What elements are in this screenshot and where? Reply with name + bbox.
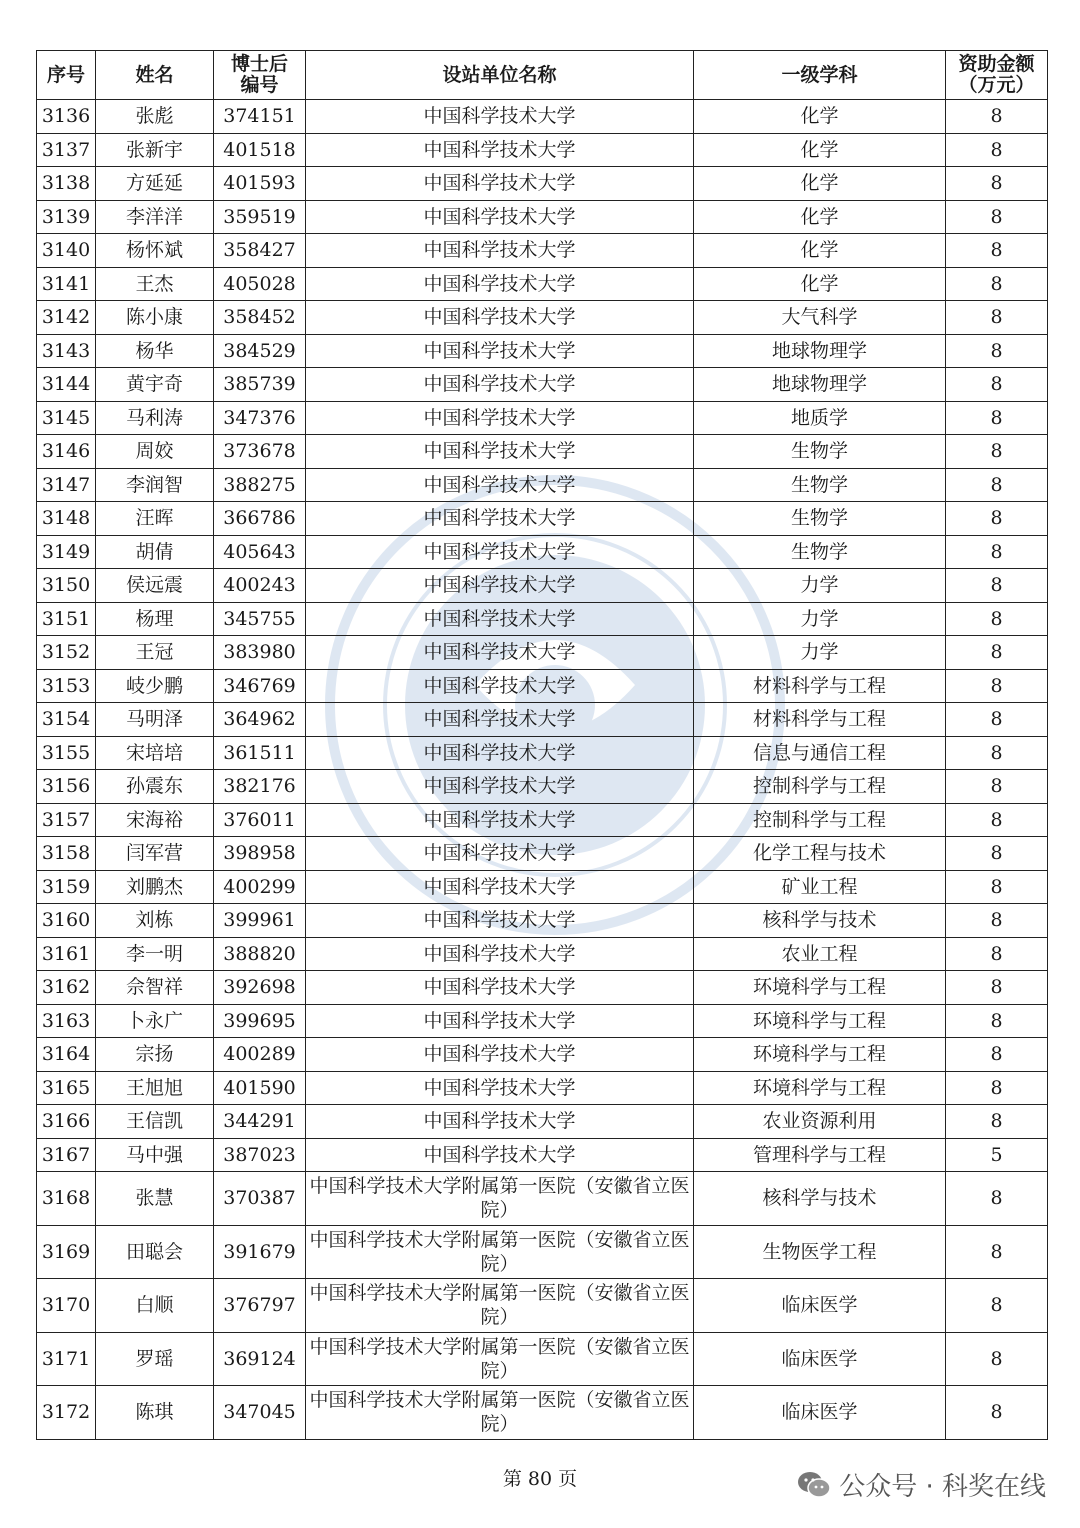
cell-seq: 3162 <box>37 971 96 1005</box>
cell-amount: 8 <box>946 636 1048 670</box>
cell-name: 宋海裕 <box>96 803 214 837</box>
wechat-icon <box>797 1470 831 1500</box>
cell-postdoc-id: 361511 <box>214 736 306 770</box>
cell-unit: 中国科学技术大学 <box>306 803 694 837</box>
cell-seq: 3147 <box>37 468 96 502</box>
cell-amount: 8 <box>946 1332 1048 1386</box>
cell-discipline: 控制科学与工程 <box>694 770 946 804</box>
cell-amount: 8 <box>946 569 1048 603</box>
cell-amount: 8 <box>946 167 1048 201</box>
cell-unit: 中国科学技术大学附属第一医院（安徽省立医院） <box>306 1225 694 1279</box>
header-amount <box>946 51 1048 100</box>
cell-seq: 3136 <box>37 100 96 134</box>
cell-amount: 8 <box>946 837 1048 871</box>
cell-seq: 3164 <box>37 1038 96 1072</box>
cell-seq: 3158 <box>37 837 96 871</box>
cell-discipline: 生物学 <box>694 435 946 469</box>
cell-postdoc-id: 401593 <box>214 167 306 201</box>
cell-amount: 8 <box>946 234 1048 268</box>
cell-amount: 8 <box>946 803 1048 837</box>
cell-unit: 中国科学技术大学 <box>306 301 694 335</box>
cell-seq: 3165 <box>37 1071 96 1105</box>
cell-discipline: 农业工程 <box>694 937 946 971</box>
cell-discipline: 化学 <box>694 167 946 201</box>
cell-postdoc-id: 405643 <box>214 535 306 569</box>
table-row <box>37 1105 1048 1139</box>
cell-postdoc-id: 358427 <box>214 234 306 268</box>
cell-name: 罗瑶 <box>96 1332 214 1386</box>
cell-discipline: 化学 <box>694 133 946 167</box>
cell-discipline: 环境科学与工程 <box>694 1038 946 1072</box>
table-row <box>37 1004 1048 1038</box>
cell-name: 方延延 <box>96 167 214 201</box>
cell-seq: 3137 <box>37 133 96 167</box>
cell-amount: 8 <box>946 1071 1048 1105</box>
cell-name: 李一明 <box>96 937 214 971</box>
table-row <box>37 200 1048 234</box>
cell-seq: 3148 <box>37 502 96 536</box>
cell-name: 马明泽 <box>96 703 214 737</box>
cell-postdoc-id: 388275 <box>214 468 306 502</box>
cell-amount: 8 <box>946 200 1048 234</box>
cell-postdoc-id: 400243 <box>214 569 306 603</box>
cell-amount: 8 <box>946 736 1048 770</box>
cell-amount: 8 <box>946 904 1048 938</box>
cell-postdoc-id: 399695 <box>214 1004 306 1038</box>
cell-unit: 中国科学技术大学 <box>306 904 694 938</box>
cell-seq: 3160 <box>37 904 96 938</box>
cell-amount: 8 <box>946 1386 1048 1440</box>
cell-name: 王杰 <box>96 267 214 301</box>
header-postdoc-id <box>214 51 306 100</box>
cell-amount: 8 <box>946 133 1048 167</box>
cell-seq: 3169 <box>37 1225 96 1279</box>
table-row <box>37 267 1048 301</box>
cell-discipline: 环境科学与工程 <box>694 971 946 1005</box>
cell-discipline: 控制科学与工程 <box>694 803 946 837</box>
cell-postdoc-id: 376011 <box>214 803 306 837</box>
table-row <box>37 133 1048 167</box>
cell-amount: 8 <box>946 870 1048 904</box>
cell-seq: 3138 <box>37 167 96 201</box>
cell-amount: 8 <box>946 100 1048 134</box>
cell-seq: 3143 <box>37 334 96 368</box>
cell-seq: 3166 <box>37 1105 96 1139</box>
cell-unit: 中国科学技术大学附属第一医院（安徽省立医院） <box>306 1172 694 1226</box>
cell-seq: 3150 <box>37 569 96 603</box>
table-row <box>37 770 1048 804</box>
cell-amount: 8 <box>946 602 1048 636</box>
cell-name: 佘智祥 <box>96 971 214 1005</box>
cell-postdoc-id: 405028 <box>214 267 306 301</box>
cell-seq: 3163 <box>37 1004 96 1038</box>
cell-seq: 3156 <box>37 770 96 804</box>
table-row <box>37 904 1048 938</box>
cell-discipline: 环境科学与工程 <box>694 1004 946 1038</box>
header-amount-line2: （万元） <box>958 74 1035 96</box>
cell-seq: 3149 <box>37 535 96 569</box>
cell-name: 陈琪 <box>96 1386 214 1440</box>
cell-name: 卜永广 <box>96 1004 214 1038</box>
cell-postdoc-id: 346769 <box>214 669 306 703</box>
cell-discipline: 力学 <box>694 569 946 603</box>
page-number: 第 80 页 <box>502 1468 578 1490</box>
cell-amount: 8 <box>946 502 1048 536</box>
cell-unit: 中国科学技术大学 <box>306 569 694 603</box>
cell-postdoc-id: 388820 <box>214 937 306 971</box>
cell-unit: 中国科学技术大学 <box>306 1071 694 1105</box>
cell-postdoc-id: 398958 <box>214 837 306 871</box>
cell-postdoc-id: 364962 <box>214 703 306 737</box>
table-row <box>37 669 1048 703</box>
cell-postdoc-id: 374151 <box>214 100 306 134</box>
cell-unit: 中国科学技术大学 <box>306 602 694 636</box>
cell-seq: 3171 <box>37 1332 96 1386</box>
cell-discipline: 环境科学与工程 <box>694 1071 946 1105</box>
cell-amount: 8 <box>946 770 1048 804</box>
cell-seq: 3152 <box>37 636 96 670</box>
cell-postdoc-id: 344291 <box>214 1105 306 1139</box>
table-row <box>37 1071 1048 1105</box>
cell-unit: 中国科学技术大学 <box>306 133 694 167</box>
cell-unit: 中国科学技术大学 <box>306 837 694 871</box>
cell-discipline: 临床医学 <box>694 1332 946 1386</box>
cell-unit: 中国科学技术大学 <box>306 401 694 435</box>
cell-unit: 中国科学技术大学附属第一医院（安徽省立医院） <box>306 1386 694 1440</box>
header-seq: 序号 <box>37 51 96 100</box>
table-row <box>37 1386 1048 1440</box>
cell-unit: 中国科学技术大学附属第一医院（安徽省立医院） <box>306 1332 694 1386</box>
table-row <box>37 301 1048 335</box>
header-postdoc-id-line2: 编号 <box>240 74 279 96</box>
cell-unit: 中国科学技术大学 <box>306 167 694 201</box>
cell-postdoc-id: 373678 <box>214 435 306 469</box>
cell-postdoc-id: 385739 <box>214 368 306 402</box>
cell-discipline: 矿业工程 <box>694 870 946 904</box>
cell-unit: 中国科学技术大学 <box>306 502 694 536</box>
cell-name: 杨华 <box>96 334 214 368</box>
cell-amount: 5 <box>946 1138 1048 1172</box>
cell-name: 张彪 <box>96 100 214 134</box>
cell-name: 宗扬 <box>96 1038 214 1072</box>
table-row <box>37 636 1048 670</box>
table-row <box>37 468 1048 502</box>
cell-seq: 3172 <box>37 1386 96 1440</box>
cell-discipline: 农业资源利用 <box>694 1105 946 1139</box>
cell-discipline: 材料科学与工程 <box>694 703 946 737</box>
cell-postdoc-id: 399961 <box>214 904 306 938</box>
cell-discipline: 生物学 <box>694 535 946 569</box>
cell-discipline: 地质学 <box>694 401 946 435</box>
cell-postdoc-id: 392698 <box>214 971 306 1005</box>
cell-seq: 3142 <box>37 301 96 335</box>
cell-seq: 3141 <box>37 267 96 301</box>
table-row <box>37 602 1048 636</box>
cell-seq: 3154 <box>37 703 96 737</box>
cell-name: 宋培培 <box>96 736 214 770</box>
cell-amount: 8 <box>946 368 1048 402</box>
table-row <box>37 435 1048 469</box>
cell-name: 汪晖 <box>96 502 214 536</box>
cell-postdoc-id: 369124 <box>214 1332 306 1386</box>
table-row <box>37 535 1048 569</box>
cell-seq: 3170 <box>37 1279 96 1333</box>
cell-amount: 8 <box>946 669 1048 703</box>
cell-discipline: 化学 <box>694 100 946 134</box>
cell-seq: 3140 <box>37 234 96 268</box>
cell-name: 杨怀斌 <box>96 234 214 268</box>
cell-postdoc-id: 366786 <box>214 502 306 536</box>
cell-unit: 中国科学技术大学 <box>306 770 694 804</box>
table-row <box>37 368 1048 402</box>
cell-unit: 中国科学技术大学 <box>306 334 694 368</box>
cell-postdoc-id: 370387 <box>214 1172 306 1226</box>
header-discipline: 一级学科 <box>694 51 946 100</box>
table-row <box>37 971 1048 1005</box>
cell-unit: 中国科学技术大学附属第一医院（安徽省立医院） <box>306 1279 694 1333</box>
cell-unit: 中国科学技术大学 <box>306 703 694 737</box>
cell-unit: 中国科学技术大学 <box>306 368 694 402</box>
table-row <box>37 1172 1048 1226</box>
cell-seq: 3157 <box>37 803 96 837</box>
cell-postdoc-id: 347045 <box>214 1386 306 1440</box>
cell-postdoc-id: 383980 <box>214 636 306 670</box>
table-row <box>37 334 1048 368</box>
cell-amount: 8 <box>946 301 1048 335</box>
cell-discipline: 大气科学 <box>694 301 946 335</box>
cell-name: 刘鹏杰 <box>96 870 214 904</box>
cell-amount: 8 <box>946 535 1048 569</box>
table-row <box>37 502 1048 536</box>
cell-postdoc-id: 401518 <box>214 133 306 167</box>
cell-amount: 8 <box>946 1225 1048 1279</box>
cell-discipline: 核科学与技术 <box>694 904 946 938</box>
cell-seq: 3153 <box>37 669 96 703</box>
cell-amount: 8 <box>946 1172 1048 1226</box>
cell-amount: 8 <box>946 401 1048 435</box>
cell-seq: 3144 <box>37 368 96 402</box>
table-row <box>37 803 1048 837</box>
cell-amount: 8 <box>946 937 1048 971</box>
cell-postdoc-id: 384529 <box>214 334 306 368</box>
table-row <box>37 1138 1048 1172</box>
cell-unit: 中国科学技术大学 <box>306 1004 694 1038</box>
cell-postdoc-id: 391679 <box>214 1225 306 1279</box>
cell-postdoc-id: 400289 <box>214 1038 306 1072</box>
cell-unit: 中国科学技术大学 <box>306 200 694 234</box>
cell-discipline: 生物医学工程 <box>694 1225 946 1279</box>
cell-unit: 中国科学技术大学 <box>306 1138 694 1172</box>
cell-seq: 3151 <box>37 602 96 636</box>
cell-amount: 8 <box>946 267 1048 301</box>
cell-amount: 8 <box>946 971 1048 1005</box>
cell-discipline: 核科学与技术 <box>694 1172 946 1226</box>
cell-name: 杨理 <box>96 602 214 636</box>
cell-discipline: 生物学 <box>694 468 946 502</box>
cell-discipline: 化学 <box>694 200 946 234</box>
cell-postdoc-id: 400299 <box>214 870 306 904</box>
cell-seq: 3155 <box>37 736 96 770</box>
cell-seq: 3161 <box>37 937 96 971</box>
cell-seq: 3167 <box>37 1138 96 1172</box>
cell-name: 胡倩 <box>96 535 214 569</box>
cell-postdoc-id: 376797 <box>214 1279 306 1333</box>
cell-discipline: 管理科学与工程 <box>694 1138 946 1172</box>
cell-seq: 3168 <box>37 1172 96 1226</box>
cell-unit: 中国科学技术大学 <box>306 435 694 469</box>
cell-postdoc-id: 358452 <box>214 301 306 335</box>
header-name: 姓名 <box>96 51 214 100</box>
cell-postdoc-id: 345755 <box>214 602 306 636</box>
cell-unit: 中国科学技术大学 <box>306 669 694 703</box>
cell-seq: 3145 <box>37 401 96 435</box>
cell-amount: 8 <box>946 1004 1048 1038</box>
table-row <box>37 234 1048 268</box>
table-row <box>37 736 1048 770</box>
cell-postdoc-id: 347376 <box>214 401 306 435</box>
cell-unit: 中国科学技术大学 <box>306 636 694 670</box>
cell-unit: 中国科学技术大学 <box>306 736 694 770</box>
cell-discipline: 化学工程与技术 <box>694 837 946 871</box>
cell-name: 张慧 <box>96 1172 214 1226</box>
cell-name: 李润智 <box>96 468 214 502</box>
cell-name: 白顺 <box>96 1279 214 1333</box>
table-row <box>37 937 1048 971</box>
cell-name: 王旭旭 <box>96 1071 214 1105</box>
table-row <box>37 100 1048 134</box>
cell-discipline: 信息与通信工程 <box>694 736 946 770</box>
cell-amount: 8 <box>946 703 1048 737</box>
table-row <box>37 1279 1048 1333</box>
cell-amount: 8 <box>946 1279 1048 1333</box>
cell-postdoc-id: 401590 <box>214 1071 306 1105</box>
cell-amount: 8 <box>946 1038 1048 1072</box>
cell-amount: 8 <box>946 435 1048 469</box>
cell-name: 田聪会 <box>96 1225 214 1279</box>
cell-discipline: 材料科学与工程 <box>694 669 946 703</box>
table-row <box>37 401 1048 435</box>
cell-unit: 中国科学技术大学 <box>306 468 694 502</box>
cell-name: 王冠 <box>96 636 214 670</box>
cell-seq: 3159 <box>37 870 96 904</box>
cell-seq: 3139 <box>37 200 96 234</box>
cell-unit: 中国科学技术大学 <box>306 1105 694 1139</box>
header-amount-line1: 资助金额 <box>958 53 1035 75</box>
cell-name: 黄宇奇 <box>96 368 214 402</box>
cell-postdoc-id: 382176 <box>214 770 306 804</box>
cell-discipline: 地球物理学 <box>694 334 946 368</box>
cell-unit: 中国科学技术大学 <box>306 1038 694 1072</box>
cell-name: 王信凯 <box>96 1105 214 1139</box>
brand-watermark <box>797 1466 1046 1503</box>
header-postdoc-id-line1: 博士后 <box>230 53 288 75</box>
cell-name: 岐少鹏 <box>96 669 214 703</box>
cell-amount: 8 <box>946 1105 1048 1139</box>
cell-name: 刘栋 <box>96 904 214 938</box>
cell-unit: 中国科学技术大学 <box>306 870 694 904</box>
table-row <box>37 870 1048 904</box>
cell-name: 陈小康 <box>96 301 214 335</box>
cell-unit: 中国科学技术大学 <box>306 100 694 134</box>
cell-amount: 8 <box>946 334 1048 368</box>
cell-discipline: 化学 <box>694 267 946 301</box>
cell-discipline: 临床医学 <box>694 1279 946 1333</box>
brand-text: 公众号 · 科奖在线 <box>839 1472 1046 1502</box>
cell-postdoc-id: 359519 <box>214 200 306 234</box>
cell-seq: 3146 <box>37 435 96 469</box>
funding-table <box>36 50 1048 1440</box>
cell-unit: 中国科学技术大学 <box>306 267 694 301</box>
cell-unit: 中国科学技术大学 <box>306 234 694 268</box>
table-row <box>37 569 1048 603</box>
cell-discipline: 力学 <box>694 602 946 636</box>
cell-name: 马中强 <box>96 1138 214 1172</box>
table-row <box>37 837 1048 871</box>
cell-postdoc-id: 387023 <box>214 1138 306 1172</box>
header-unit: 设站单位名称 <box>306 51 694 100</box>
cell-name: 李洋洋 <box>96 200 214 234</box>
table-row <box>37 703 1048 737</box>
cell-name: 张新宇 <box>96 133 214 167</box>
table-row <box>37 167 1048 201</box>
cell-name: 马利涛 <box>96 401 214 435</box>
cell-name: 闫军营 <box>96 837 214 871</box>
cell-name: 孙震东 <box>96 770 214 804</box>
table-row <box>37 1332 1048 1386</box>
cell-unit: 中国科学技术大学 <box>306 535 694 569</box>
cell-amount: 8 <box>946 468 1048 502</box>
table-row <box>37 1225 1048 1279</box>
cell-discipline: 力学 <box>694 636 946 670</box>
cell-unit: 中国科学技术大学 <box>306 937 694 971</box>
cell-discipline: 地球物理学 <box>694 368 946 402</box>
cell-unit: 中国科学技术大学 <box>306 971 694 1005</box>
table-header-row <box>37 51 1048 100</box>
cell-name: 周姣 <box>96 435 214 469</box>
cell-name: 侯远震 <box>96 569 214 603</box>
cell-discipline: 生物学 <box>694 502 946 536</box>
cell-discipline: 化学 <box>694 234 946 268</box>
cell-discipline: 临床医学 <box>694 1386 946 1440</box>
table-row <box>37 1038 1048 1072</box>
